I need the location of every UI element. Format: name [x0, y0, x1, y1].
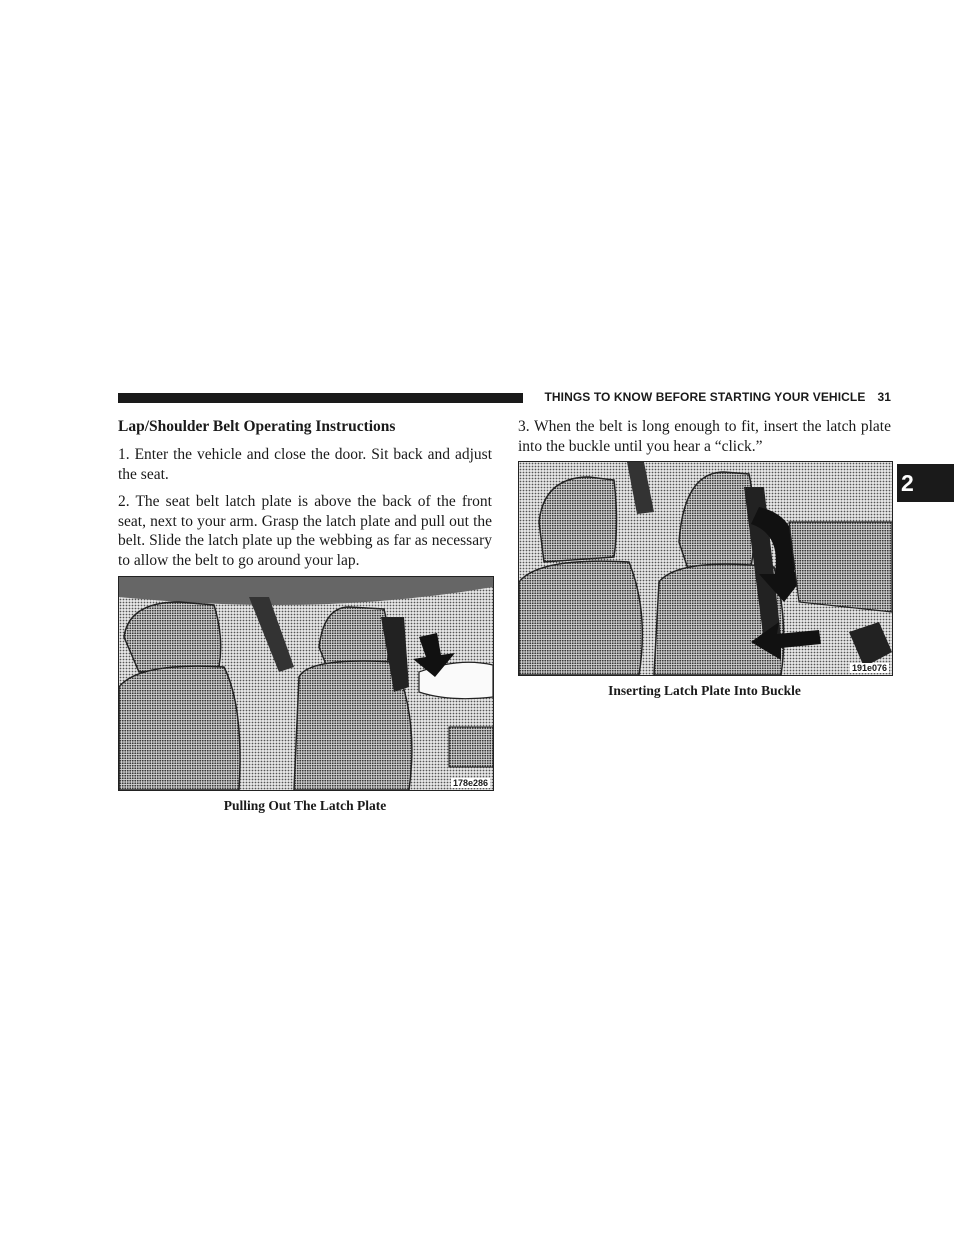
right-column [518, 417, 891, 700]
page-number: 31 [877, 390, 891, 404]
header-rule [118, 393, 523, 403]
step-2-text: 2. The seat belt latch plate is above the back of the front seat, next to your arm. Grasp the latch plate and pull out the belt. Slide the latch plate up the webbing as far as necessary to allow the belt to go around your lap. [118, 493, 492, 569]
step-3-text: 3. When the belt is long enough to fit, insert the latch plate into the buckle until you hear a “click.” [518, 418, 891, 455]
left-column [118, 417, 492, 815]
figure-caption: Inserting Latch Plate Into Buckle [608, 683, 801, 699]
section-heading: Lap/Shoulder Belt Operating Instructions [118, 418, 396, 435]
running-header [533, 390, 891, 404]
latch-plate-figure [118, 576, 494, 791]
figure-code: 178e286 [452, 777, 488, 788]
figure-caption: Pulling Out The Latch Plate [223, 797, 387, 813]
buckle-figure [518, 461, 893, 676]
seat-illustration-right [519, 462, 892, 675]
figure-code: 191e076 [851, 663, 887, 674]
seat-illustration-left [119, 577, 493, 790]
section-title: THINGS TO KNOW BEFORE STARTING YOUR VEHICLE [544, 390, 866, 404]
chapter-tab: 2 [897, 464, 954, 502]
step-1-text: 1. Enter the vehicle and close the door. Sit back and adjust the seat. [118, 446, 492, 483]
